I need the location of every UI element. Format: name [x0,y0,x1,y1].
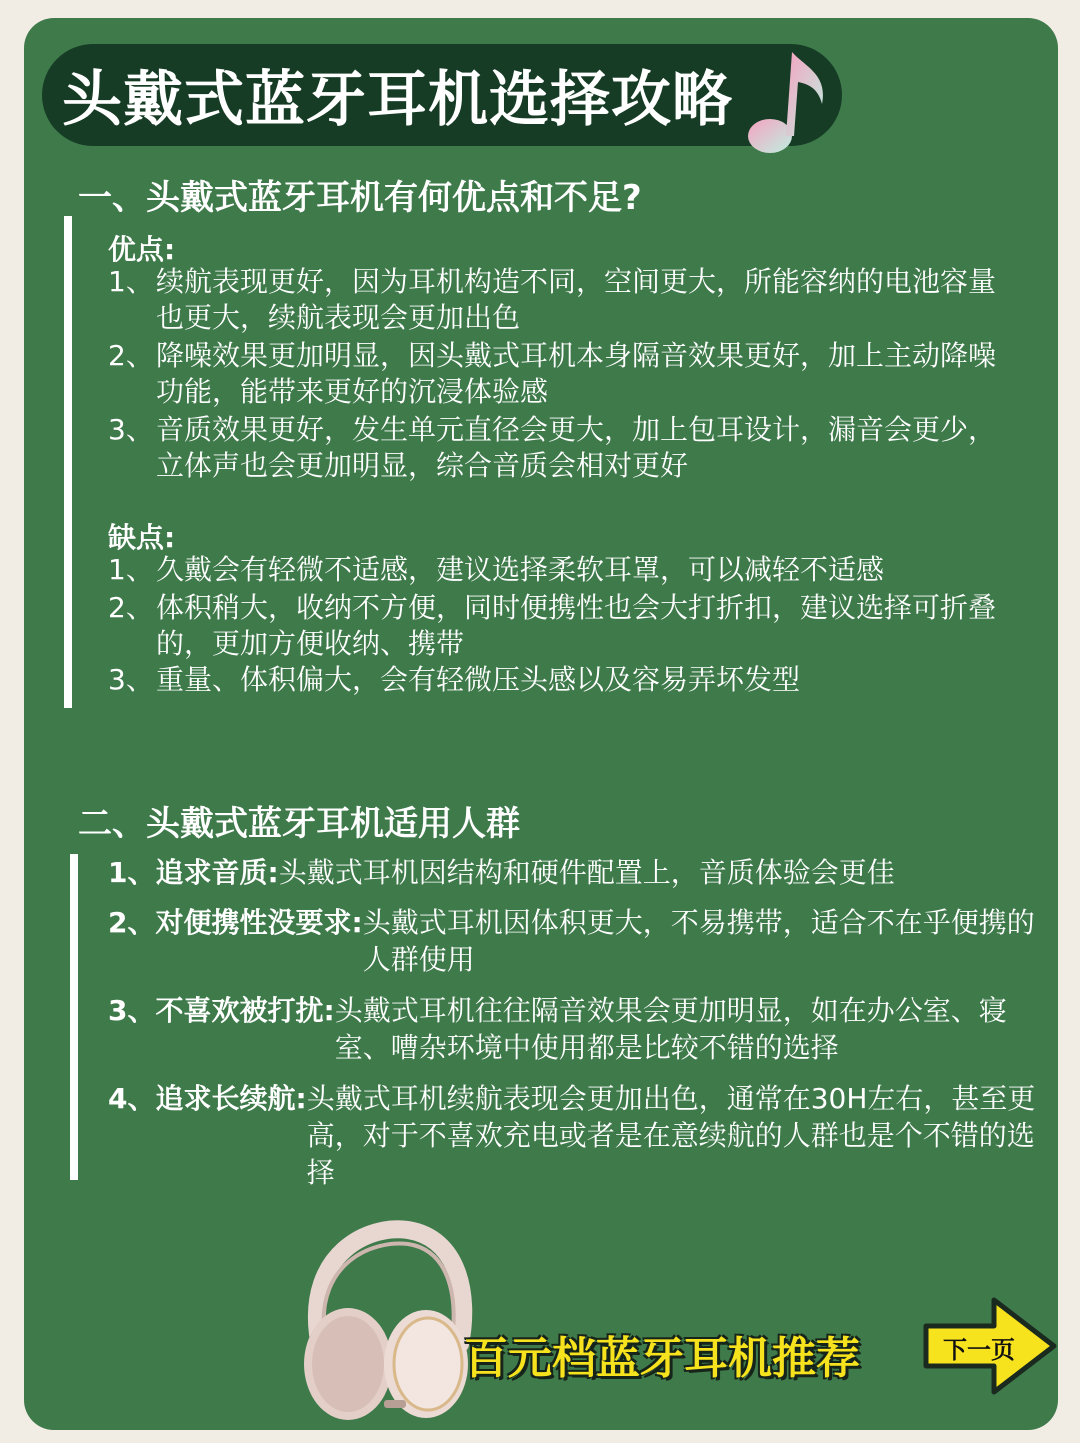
audience-item-1 [108,854,1038,891]
item-text: 体积稍大，收纳不方便，同时便携性也会大打折扣，建议选择可折叠的，更加方便收纳、携带 [156,591,997,660]
item-number: 2、 [108,591,154,624]
item-number: 2、 [108,339,154,372]
audience-item-3 [108,992,1038,1066]
title-banner [42,44,842,146]
section2-heading: 二、头戴式蓝牙耳机适用人群 [78,804,520,844]
next-page-button[interactable]: 下一页 [943,1336,1015,1364]
audience-item-4 [108,1080,1038,1191]
section1-divider [64,216,72,708]
section1-heading: 一、头戴式蓝牙耳机有何优点和不足? [78,178,642,218]
page-title: 头戴式蓝牙耳机选择攻略 [62,65,733,135]
music-note-icon [742,44,842,162]
pros-item-1 [108,264,1018,336]
item-text: 续航表现更好，因为耳机构造不同，空间更大，所能容纳的电池容量也更大，续航表现会更加出色 [156,265,997,334]
headphones-icon [288,1214,478,1424]
item-number: 3、 [108,663,154,696]
audience-label: 1、追求音质: [108,856,279,889]
item-number: 1、 [108,553,154,586]
audience-text: 头戴式耳机往往隔音效果会更加明显，如在办公室、寝室、嘈杂环境中使用都是比较不错的选择 [334,994,1007,1064]
pros-item-2 [108,338,1018,410]
cons-heading: 缺点: [108,521,176,554]
cons-item-2 [108,590,1018,662]
audience-text: 头戴式耳机因体积更大，不易携带，适合不在乎便携的人群使用 [362,906,1035,976]
content-card [24,18,1058,1430]
audience-label: 4、追求长续航: [108,1082,307,1115]
item-text: 重量、体积偏大，会有轻微压头感以及容易弄坏发型 [156,663,801,696]
recommendation-banner: 百元档蓝牙耳机推荐 [464,1333,860,1384]
item-text: 降噪效果更加明显，因头戴式耳机本身隔音效果更好，加上主动降噪功能，能带来更好的沉浸体验感 [156,339,997,408]
item-text: 音质效果更好，发生单元直径会更大，加上包耳设计，漏音会更少，立体声也会更加明显，综合音质会相对更好 [156,413,997,482]
audience-text: 头戴式耳机续航表现会更加出色，通常在30H左右，甚至更高，对于不喜欢充电或者是在意续航的人群也是个不错的选择 [306,1082,1036,1189]
cons-item-1 [108,552,1018,588]
pros-item-3 [108,412,1018,484]
audience-text: 头戴式耳机因结构和硬件配置上，音质体验会更佳 [278,856,895,889]
audience-label: 3、不喜欢被打扰: [108,994,335,1027]
audience-item-2 [108,904,1038,978]
section2-divider [70,854,78,1180]
audience-label: 2、对便携性没要求: [108,906,363,939]
item-number: 1、 [108,265,154,298]
cons-item-3 [108,662,1018,698]
item-text: 久戴会有轻微不适感，建议选择柔软耳罩，可以减轻不适感 [156,553,885,586]
item-number: 3、 [108,413,154,446]
pros-heading: 优点: [108,233,176,266]
